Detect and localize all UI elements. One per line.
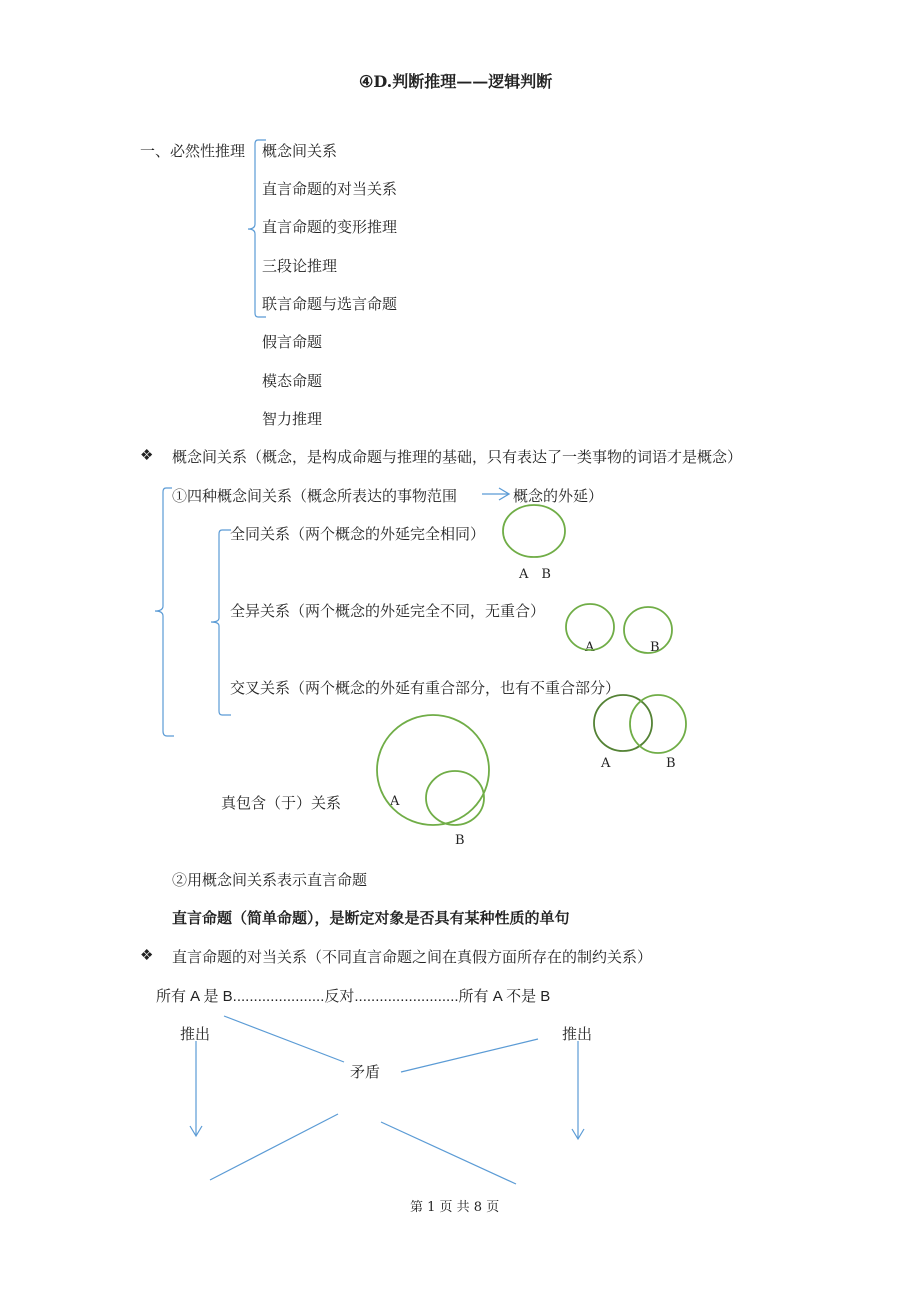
opposition-lines-icon <box>210 1016 538 1184</box>
bullet-text: 概念间关系（概念，是构成命题与推理的基础，只有表达了一类事物的词语才是概念） <box>172 448 743 466</box>
down-arrow-right-icon <box>572 1041 584 1139</box>
cross-relation: 交叉关系（两个概念的外延有重合部分，也有不重合部分） <box>230 679 621 697</box>
cross-a-label: A <box>601 756 611 771</box>
outline-bracket-icon <box>248 140 266 317</box>
relation-bracket-icon <box>211 530 231 715</box>
section-heading: 一、必然性推理 <box>140 142 246 160</box>
outline-item: 直言命题的对当关系 <box>262 180 398 198</box>
outline-item: 假言命题 <box>262 333 323 351</box>
same-relation: 全同关系（两个概念的外延完全相同） <box>230 525 486 543</box>
contain-b-label: B <box>455 833 465 848</box>
contain-relation: 真包含（于）关系 <box>221 794 342 812</box>
disjoint-circle-b-icon <box>624 607 672 653</box>
cross-circle-a-icon <box>594 695 652 751</box>
right-imply-label: 推出 <box>562 1025 593 1043</box>
cross-circle-b-icon <box>630 695 686 753</box>
cross-b-label: B <box>666 756 676 771</box>
contain-inner-circle-icon <box>426 771 484 825</box>
outline-item: 三段论推理 <box>262 257 338 275</box>
left-imply-label: 推出 <box>180 1025 211 1043</box>
four-relations-label: ①四种概念间关系（概念所表达的事物范围 <box>172 487 458 505</box>
same-circle-icon <box>503 505 565 557</box>
outline-item: 联言命题与选言命题 <box>262 295 398 313</box>
disjoint-circle-a-icon <box>566 604 614 650</box>
extension-label: 概念的外延） <box>513 487 604 505</box>
disjoint-b-label: B <box>650 640 660 655</box>
page-footer: 第 1 页 共 8 页 <box>410 1200 500 1215</box>
same-ab-labels: A B <box>519 567 551 582</box>
express-label: ②用概念间关系表示直言命题 <box>172 871 368 889</box>
outline-item: 模态命题 <box>262 372 323 390</box>
contradiction-label: 矛盾 <box>350 1063 381 1081</box>
bullet-icon: ❖ <box>140 946 154 964</box>
concept-bracket-icon <box>155 488 174 736</box>
outline-item: 概念间关系 <box>262 142 338 160</box>
outline-item: 直言命题的变形推理 <box>262 218 398 236</box>
contain-a-label: A <box>390 794 400 809</box>
definition: 直言命题（简单命题），是断定对象是否具有某种性质的单句 <box>172 909 570 927</box>
down-arrow-left-icon <box>190 1041 202 1136</box>
opposition-line: 所有 A 是 B......................反对.........................所有 A 不是 B <box>156 988 551 1005</box>
bullet-icon: ❖ <box>140 446 154 464</box>
right-arrow-icon <box>482 488 509 500</box>
bullet-text: 直言命题的对当关系（不同直言命题之间在真假方面所存在的制约关系） <box>172 948 653 966</box>
disjoint-relation: 全异关系（两个概念的外延完全不同，无重合） <box>230 602 546 620</box>
disjoint-a-label: A <box>585 640 595 655</box>
contain-outer-circle-icon <box>377 715 489 825</box>
page-title: ④D.判断推理——逻辑判断 <box>359 72 553 91</box>
outline-item: 智力推理 <box>262 410 323 428</box>
